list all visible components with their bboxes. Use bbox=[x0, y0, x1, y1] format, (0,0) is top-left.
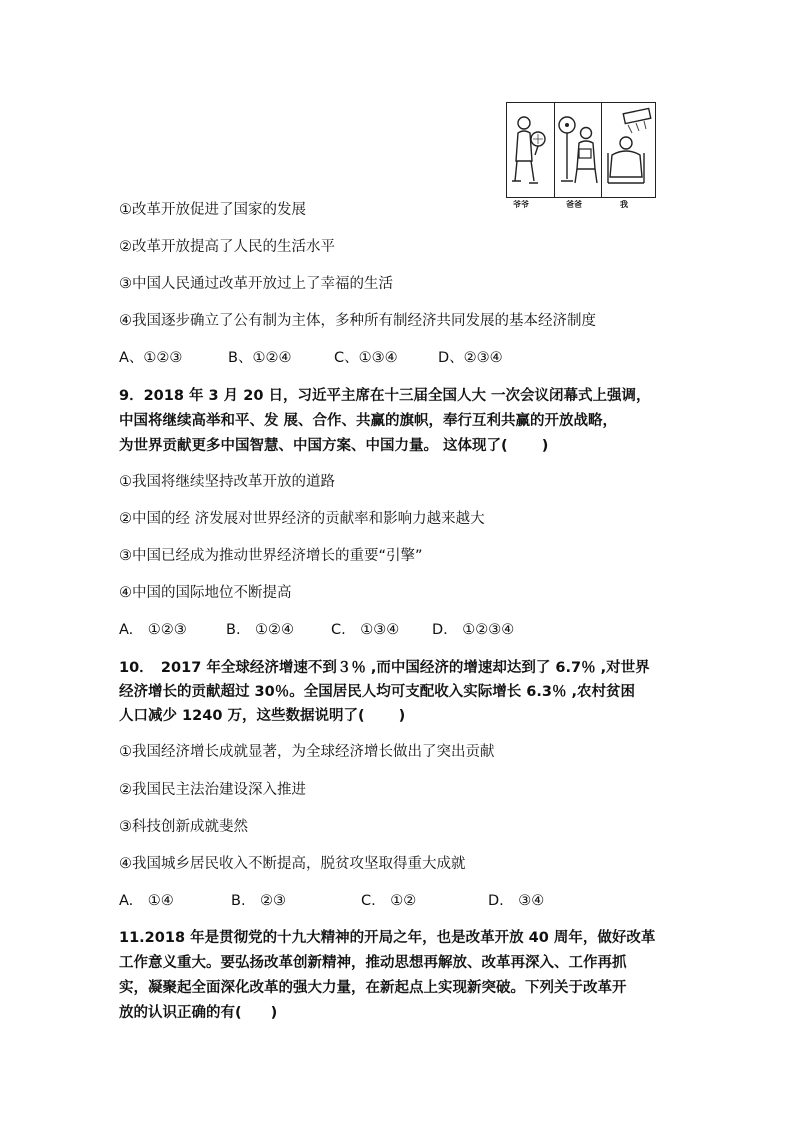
q9-item-3: ③中国已经成为推动世界经济增长的重要“引擎” bbox=[119, 548, 423, 564]
caption-me: 我 bbox=[620, 200, 628, 209]
q9-options bbox=[119, 620, 514, 640]
q8-option-c: C、①③④ bbox=[334, 350, 398, 366]
q9-stem-line-3: 为世界贡献更多中国智慧、中国方案、中国力量。 这体现了( ) bbox=[119, 438, 549, 454]
q11-stem-line-4: 放的认识正确的有( ) bbox=[119, 1005, 278, 1021]
q9-option-c: C. ①③④ bbox=[331, 622, 400, 638]
q8-item-3: ③中国人民通过改革开放过上了幸福的生活 bbox=[119, 276, 393, 292]
q10-option-b: B. ②③ bbox=[231, 893, 287, 909]
caption-father: 爸爸 bbox=[566, 200, 582, 209]
q11-stem-line-3: 实，凝聚起全面深化改革的强大力量，在新起点上实现新突破。下列关于改革开 bbox=[119, 980, 627, 996]
q11-stem-line-1: 11.2018 年是贯彻党的十九大精神的开局之年，也是改革开放 40 周年，做好改革 bbox=[119, 930, 656, 946]
q8-option-b: B、①②④ bbox=[228, 350, 292, 366]
q8-item-4: ④我国逐步确立了公有制为主体，多种所有制经济共同发展的基本经济制度 bbox=[119, 313, 596, 329]
q9-item-4: ④中国的国际地位不断提高 bbox=[119, 585, 292, 601]
q9-option-b: B. ①②④ bbox=[226, 622, 295, 638]
q10-item-4: ④我国城乡居民收入不断提高，脱贫攻坚取得重大成就 bbox=[119, 856, 466, 872]
q10-option-a: A. ①④ bbox=[119, 893, 174, 909]
q10-stem-line-1: 10． 2017 年全球经济增速不到３％ ,而中国经济的增速却达到了 6.7％ ,对世界 bbox=[119, 660, 650, 676]
q8-options bbox=[119, 348, 503, 368]
q10-item-2: ②我国民主法治建设深入推进 bbox=[119, 782, 306, 798]
q9-option-d: D. ①②③④ bbox=[432, 622, 515, 638]
q10-stem-line-2: 经济增长的贡献超过 30％。全国居民人均可支配收入实际增长 6.3％ ,农村贫困 bbox=[119, 684, 636, 700]
q10-option-c: C. ①② bbox=[361, 893, 417, 909]
q8-item-1: ①改革开放促进了国家的发展 bbox=[119, 202, 306, 218]
q10-option-d: D. ③④ bbox=[488, 893, 545, 909]
q10-item-3: ③科技创新成就斐然 bbox=[119, 819, 248, 835]
caption-grandpa: 爷爷 bbox=[513, 200, 529, 209]
q8-item-2: ②改革开放提高了人民的生活水平 bbox=[119, 239, 335, 255]
q9-stem-line-1: 9．2018 年 3 月 20 日，习近平主席在十三届全国人大 一次会议闭幕式上强调， bbox=[119, 388, 651, 404]
q9-stem-line-2: 中国将继续高举和平、发 展、合作、共赢的旗帜，奉行互利共赢的开放战略， bbox=[119, 413, 618, 429]
q8-option-a: A、①②③ bbox=[119, 350, 183, 366]
q9-item-2: ②中国的经 济发展对世界经济的贡献率和影响力越来越大 bbox=[119, 511, 485, 527]
q10-options bbox=[119, 891, 544, 911]
q11-stem-line-2: 工作意义重大。要弘扬改革创新精神，推动思想再解放、改革再深入、工作再抓 bbox=[119, 955, 627, 971]
electric-fan-scene-icon bbox=[555, 103, 600, 196]
hand-fan-scene-icon bbox=[507, 103, 552, 196]
generations-cooling-cartoon bbox=[506, 102, 656, 198]
father-panel bbox=[555, 103, 603, 197]
me-panel bbox=[602, 103, 655, 197]
q9-option-a: A. ①②③ bbox=[119, 622, 187, 638]
q9-item-1: ①我国将继续坚持改革开放的道路 bbox=[119, 474, 335, 490]
q8-option-d: D、②③④ bbox=[438, 350, 503, 366]
grandpa-panel bbox=[507, 103, 555, 197]
air-conditioner-scene-icon bbox=[602, 103, 655, 196]
q10-stem-line-3: 人口减少 1240 万，这些数据说明了( ) bbox=[119, 708, 406, 724]
q10-item-1: ①我国经济增长成就显著，为全球经济增长做出了突出贡献 bbox=[119, 744, 495, 760]
